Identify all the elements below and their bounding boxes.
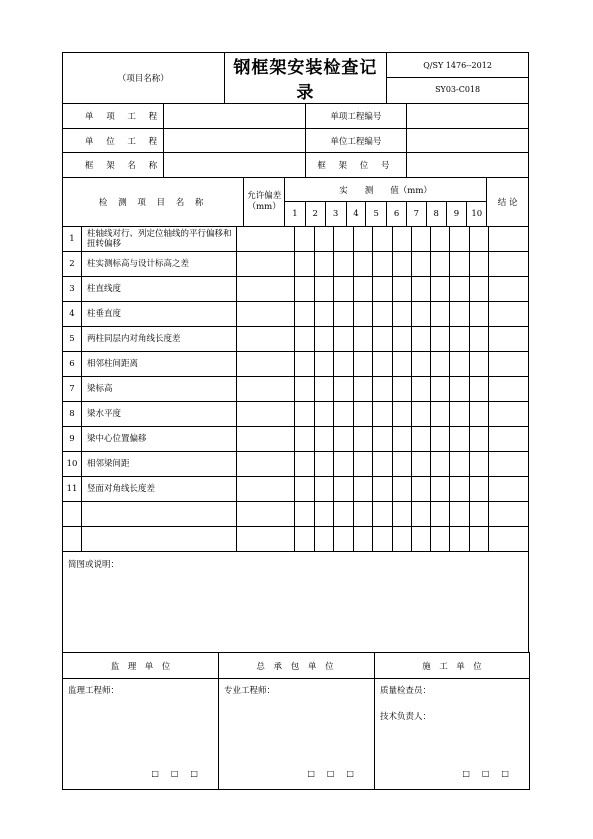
item-number: 8 bbox=[63, 402, 82, 427]
measured-cell[interactable] bbox=[393, 527, 412, 552]
item-name: 柱轴线对行、列定位轴线的平行偏移和扭转偏移 bbox=[82, 227, 237, 252]
measured-cell[interactable] bbox=[412, 452, 431, 477]
measured-cell[interactable] bbox=[393, 302, 412, 327]
frame-name-field[interactable] bbox=[164, 153, 306, 178]
item-name: 两柱同层内对角线长度差 bbox=[82, 327, 237, 352]
table-row bbox=[63, 277, 529, 302]
table-row bbox=[63, 402, 529, 427]
unit-project-label: 单 项 工 程 bbox=[63, 104, 164, 129]
date-marks: □□□ bbox=[151, 769, 210, 778]
measured-cell[interactable] bbox=[470, 277, 489, 302]
unit-project-no-label: 单项工程编号 bbox=[305, 104, 406, 129]
measured-cell[interactable] bbox=[354, 252, 373, 277]
construction-sign-area[interactable] bbox=[375, 679, 530, 790]
table-row bbox=[63, 377, 529, 402]
supervision-engineer-label: 监理工程师： bbox=[68, 686, 120, 696]
measured-cell[interactable] bbox=[334, 377, 354, 402]
item-number bbox=[63, 527, 82, 552]
measured-cell[interactable] bbox=[393, 477, 412, 502]
item-number: 11 bbox=[63, 477, 82, 502]
measured-cell[interactable] bbox=[431, 477, 450, 502]
measured-cell[interactable] bbox=[334, 427, 354, 452]
measured-cell[interactable] bbox=[373, 252, 393, 277]
measured-cell[interactable] bbox=[334, 527, 354, 552]
measured-cell[interactable] bbox=[470, 327, 489, 352]
professional-engineer-label: 专业工程师： bbox=[224, 686, 276, 696]
table-row bbox=[63, 252, 529, 277]
measured-cell[interactable] bbox=[412, 502, 431, 527]
measured-cell[interactable] bbox=[334, 327, 354, 352]
measured-cell[interactable] bbox=[334, 452, 354, 477]
measured-cell[interactable] bbox=[450, 252, 470, 277]
measured-cell[interactable] bbox=[431, 252, 450, 277]
measured-cell[interactable] bbox=[295, 527, 315, 552]
table-row bbox=[63, 427, 529, 452]
form-code: SY03-C018 bbox=[435, 85, 481, 94]
supervision-heading: 监 理 单 位 bbox=[63, 653, 219, 679]
conclusion-cell[interactable] bbox=[489, 402, 529, 427]
measured-cell[interactable] bbox=[470, 227, 489, 252]
measured-cell[interactable] bbox=[315, 527, 334, 552]
measured-cell[interactable] bbox=[315, 477, 334, 502]
conclusion-cell[interactable] bbox=[489, 302, 529, 327]
measured-cell[interactable] bbox=[373, 352, 393, 377]
sub-project-no-label: 单位工程编号 bbox=[305, 129, 406, 153]
tolerance-cell[interactable] bbox=[237, 427, 295, 452]
frame-name-label: 框 架 名 称 bbox=[63, 153, 164, 178]
construction-heading: 施 工 单 位 bbox=[375, 653, 530, 679]
measured-cell[interactable] bbox=[431, 527, 450, 552]
item-number: 1 bbox=[63, 227, 82, 252]
measured-cell[interactable] bbox=[334, 227, 354, 252]
notes-area[interactable] bbox=[63, 552, 529, 653]
table-row bbox=[63, 302, 529, 327]
item-number: 2 bbox=[63, 252, 82, 277]
measured-cell[interactable] bbox=[450, 352, 470, 377]
measured-cell[interactable] bbox=[431, 352, 450, 377]
measured-cell[interactable] bbox=[470, 377, 489, 402]
measured-cell[interactable] bbox=[431, 452, 450, 477]
measured-cell[interactable] bbox=[315, 252, 334, 277]
measured-cell[interactable] bbox=[431, 377, 450, 402]
measured-cell[interactable] bbox=[393, 327, 412, 352]
technical-lead-label: 技术负责人： bbox=[380, 712, 432, 722]
form-table bbox=[62, 52, 529, 227]
item-name: 柱实测标高与设计标高之差 bbox=[82, 252, 237, 277]
measured-cell[interactable] bbox=[412, 252, 431, 277]
measured-cell[interactable] bbox=[470, 427, 489, 452]
measured-cell[interactable] bbox=[450, 402, 470, 427]
conclusion-cell[interactable] bbox=[489, 477, 529, 502]
measured-cell[interactable] bbox=[354, 452, 373, 477]
measured-cell[interactable] bbox=[470, 452, 489, 477]
measured-cell[interactable] bbox=[334, 352, 354, 377]
measured-cell[interactable] bbox=[470, 302, 489, 327]
conclusion-cell[interactable] bbox=[489, 352, 529, 377]
measured-cell[interactable] bbox=[334, 302, 354, 327]
measured-header: 实 测 值（mm） bbox=[285, 178, 487, 202]
item-number: 10 bbox=[63, 452, 82, 477]
measured-cell[interactable] bbox=[295, 227, 315, 252]
form-title: 钢框架安装检查记录 bbox=[224, 53, 387, 104]
items-table bbox=[62, 226, 529, 552]
notes-label: 简图或说明： bbox=[68, 560, 120, 570]
measured-cell[interactable] bbox=[412, 277, 431, 302]
tolerance-cell[interactable] bbox=[237, 477, 295, 502]
measured-cell[interactable] bbox=[412, 352, 431, 377]
tolerance-header: 允许偏差 （mm） bbox=[244, 178, 285, 227]
item-name: 梁中心位置偏移 bbox=[82, 427, 237, 452]
tolerance-cell[interactable] bbox=[237, 402, 295, 427]
measured-cell[interactable] bbox=[393, 452, 412, 477]
measured-cell[interactable] bbox=[315, 452, 334, 477]
measured-cell[interactable] bbox=[412, 402, 431, 427]
measured-cell[interactable] bbox=[354, 352, 373, 377]
measured-cell[interactable] bbox=[393, 377, 412, 402]
table-row bbox=[63, 527, 529, 552]
measured-cell[interactable] bbox=[334, 502, 354, 527]
measured-cell[interactable] bbox=[393, 502, 412, 527]
tolerance-cell[interactable] bbox=[237, 277, 295, 302]
item-name: 柱垂直度 bbox=[82, 302, 237, 327]
measured-cell[interactable] bbox=[470, 502, 489, 527]
item-number: 3 bbox=[63, 277, 82, 302]
conclusion-cell[interactable] bbox=[489, 502, 529, 527]
measured-cell[interactable] bbox=[354, 327, 373, 352]
measured-cell[interactable] bbox=[470, 527, 489, 552]
measured-cell[interactable] bbox=[354, 277, 373, 302]
measured-cell[interactable] bbox=[450, 377, 470, 402]
item-name: 柱直线度 bbox=[82, 277, 237, 302]
measured-cell[interactable] bbox=[354, 477, 373, 502]
measured-cell[interactable] bbox=[295, 377, 315, 402]
measured-cell[interactable] bbox=[393, 277, 412, 302]
point-header: 9 bbox=[446, 202, 467, 227]
measured-cell[interactable] bbox=[295, 502, 315, 527]
item-name: 梁标高 bbox=[82, 377, 237, 402]
quality-inspector-label: 质量检查员： bbox=[380, 686, 432, 696]
measured-cell[interactable] bbox=[354, 527, 373, 552]
conclusion-cell[interactable] bbox=[489, 252, 529, 277]
measured-cell[interactable] bbox=[334, 477, 354, 502]
measured-cell[interactable] bbox=[431, 502, 450, 527]
measured-cell[interactable] bbox=[431, 327, 450, 352]
conclusion-cell[interactable] bbox=[489, 452, 529, 477]
measured-cell[interactable] bbox=[393, 252, 412, 277]
point-header: 5 bbox=[366, 202, 387, 227]
unit-project-no-field[interactable] bbox=[406, 104, 528, 129]
measured-cell[interactable] bbox=[470, 252, 489, 277]
item-name-header: 检 测 项 目 名 称 bbox=[63, 178, 244, 227]
signature-table bbox=[62, 652, 530, 790]
measured-cell[interactable] bbox=[470, 477, 489, 502]
measured-cell[interactable] bbox=[373, 377, 393, 402]
table-row bbox=[63, 477, 529, 502]
measured-cell[interactable] bbox=[334, 277, 354, 302]
measured-cell[interactable] bbox=[315, 427, 334, 452]
item-name bbox=[82, 502, 237, 527]
measured-cell[interactable] bbox=[431, 427, 450, 452]
general-contractor-heading: 总 承 包 单 位 bbox=[219, 653, 375, 679]
point-header: 6 bbox=[387, 202, 407, 227]
conclusion-cell[interactable] bbox=[489, 227, 529, 252]
item-name: 梁水平度 bbox=[82, 402, 237, 427]
measured-cell[interactable] bbox=[315, 502, 334, 527]
conclusion-header: 结 论 bbox=[487, 178, 529, 227]
sub-project-no-field[interactable] bbox=[406, 129, 528, 153]
measured-cell[interactable] bbox=[431, 227, 450, 252]
measured-cell[interactable] bbox=[412, 477, 431, 502]
measured-cell[interactable] bbox=[450, 327, 470, 352]
point-header: 3 bbox=[325, 202, 346, 227]
measured-cell[interactable] bbox=[354, 402, 373, 427]
measured-cell[interactable] bbox=[295, 352, 315, 377]
notes-table bbox=[62, 551, 529, 653]
date-marks: □□□ bbox=[307, 769, 366, 778]
tolerance-cell[interactable] bbox=[237, 502, 295, 527]
date-marks: □□□ bbox=[462, 769, 521, 778]
measured-cell[interactable] bbox=[373, 502, 393, 527]
measured-cell[interactable] bbox=[295, 477, 315, 502]
tolerance-cell[interactable] bbox=[237, 227, 295, 252]
tolerance-cell[interactable] bbox=[237, 452, 295, 477]
measured-cell[interactable] bbox=[334, 402, 354, 427]
conclusion-cell[interactable] bbox=[489, 527, 529, 552]
tolerance-cell[interactable] bbox=[237, 352, 295, 377]
measured-cell[interactable] bbox=[412, 302, 431, 327]
measured-cell[interactable] bbox=[373, 227, 393, 252]
measured-cell[interactable] bbox=[354, 427, 373, 452]
measured-cell[interactable] bbox=[431, 302, 450, 327]
measured-cell[interactable] bbox=[295, 452, 315, 477]
measured-cell[interactable] bbox=[412, 377, 431, 402]
general-sign-area[interactable] bbox=[219, 679, 375, 790]
measured-cell[interactable] bbox=[295, 302, 315, 327]
table-row bbox=[63, 327, 529, 352]
conclusion-cell[interactable] bbox=[489, 427, 529, 452]
table-row bbox=[63, 352, 529, 377]
item-name: 相邻梁间距 bbox=[82, 452, 237, 477]
measured-cell[interactable] bbox=[450, 477, 470, 502]
measured-cell[interactable] bbox=[450, 452, 470, 477]
measured-cell[interactable] bbox=[354, 377, 373, 402]
measured-cell[interactable] bbox=[315, 352, 334, 377]
table-row bbox=[63, 452, 529, 477]
measured-cell[interactable] bbox=[450, 527, 470, 552]
measured-cell[interactable] bbox=[450, 502, 470, 527]
frame-position-field[interactable] bbox=[406, 153, 528, 178]
item-number: 4 bbox=[63, 302, 82, 327]
conclusion-cell[interactable] bbox=[489, 377, 529, 402]
measured-cell[interactable] bbox=[373, 402, 393, 427]
measured-cell[interactable] bbox=[450, 427, 470, 452]
measured-cell[interactable] bbox=[412, 527, 431, 552]
measured-cell[interactable] bbox=[295, 427, 315, 452]
tolerance-cell[interactable] bbox=[237, 302, 295, 327]
measured-cell[interactable] bbox=[315, 377, 334, 402]
measured-cell[interactable] bbox=[373, 302, 393, 327]
measured-cell[interactable] bbox=[295, 327, 315, 352]
conclusion-cell[interactable] bbox=[489, 277, 529, 302]
measured-cell[interactable] bbox=[373, 477, 393, 502]
measured-cell[interactable] bbox=[315, 277, 334, 302]
point-header: 7 bbox=[406, 202, 426, 227]
supervision-sign-area[interactable] bbox=[63, 679, 219, 790]
sub-project-label: 单 位 工 程 bbox=[63, 129, 164, 153]
measured-cell[interactable] bbox=[450, 302, 470, 327]
measured-cell[interactable] bbox=[315, 302, 334, 327]
measured-cell[interactable] bbox=[295, 252, 315, 277]
measured-cell[interactable] bbox=[412, 427, 431, 452]
measured-cell[interactable] bbox=[373, 527, 393, 552]
item-number bbox=[63, 502, 82, 527]
table-row bbox=[63, 227, 529, 252]
measured-cell[interactable] bbox=[373, 277, 393, 302]
item-name: 竖面对角线长度差 bbox=[82, 477, 237, 502]
measured-cell[interactable] bbox=[470, 402, 489, 427]
measured-cell[interactable] bbox=[373, 452, 393, 477]
tolerance-cell[interactable] bbox=[237, 252, 295, 277]
item-number: 9 bbox=[63, 427, 82, 452]
tolerance-cell[interactable] bbox=[237, 327, 295, 352]
point-header: 10 bbox=[467, 202, 487, 227]
point-header: 4 bbox=[346, 202, 366, 227]
measured-cell[interactable] bbox=[315, 402, 334, 427]
tolerance-cell[interactable] bbox=[237, 527, 295, 552]
frame-position-label: 框 架 位 号 bbox=[305, 153, 406, 178]
measured-cell[interactable] bbox=[315, 327, 334, 352]
conclusion-cell[interactable] bbox=[489, 327, 529, 352]
measured-cell[interactable] bbox=[431, 402, 450, 427]
item-number: 5 bbox=[63, 327, 82, 352]
measured-cell[interactable] bbox=[354, 502, 373, 527]
measured-cell[interactable] bbox=[393, 227, 412, 252]
standard-number: Q/SY 1476--2012 bbox=[387, 54, 528, 78]
tolerance-cell[interactable] bbox=[237, 377, 295, 402]
sub-project-field[interactable] bbox=[164, 129, 306, 153]
measured-cell[interactable] bbox=[393, 427, 412, 452]
unit-project-field[interactable] bbox=[164, 104, 306, 129]
table-row bbox=[63, 502, 529, 527]
measured-cell[interactable] bbox=[334, 252, 354, 277]
measured-cell[interactable] bbox=[412, 327, 431, 352]
inspection-form bbox=[62, 52, 529, 790]
measured-cell[interactable] bbox=[315, 227, 334, 252]
project-name: （项目名称） bbox=[63, 53, 225, 104]
measured-cell[interactable] bbox=[431, 277, 450, 302]
measured-cell[interactable] bbox=[412, 227, 431, 252]
measured-cell[interactable] bbox=[450, 227, 470, 252]
measured-cell[interactable] bbox=[354, 302, 373, 327]
measured-cell[interactable] bbox=[393, 352, 412, 377]
measured-cell[interactable] bbox=[373, 327, 393, 352]
point-header: 8 bbox=[426, 202, 446, 227]
measured-cell[interactable] bbox=[470, 352, 489, 377]
measured-cell[interactable] bbox=[450, 277, 470, 302]
item-name bbox=[82, 527, 237, 552]
item-number: 6 bbox=[63, 352, 82, 377]
measured-cell[interactable] bbox=[295, 277, 315, 302]
item-number: 7 bbox=[63, 377, 82, 402]
item-name: 相邻柱间距离 bbox=[82, 352, 237, 377]
measured-cell[interactable] bbox=[393, 402, 412, 427]
point-header: 1 bbox=[285, 202, 306, 227]
measured-cell[interactable] bbox=[354, 227, 373, 252]
measured-cell[interactable] bbox=[295, 402, 315, 427]
measured-cell[interactable] bbox=[373, 427, 393, 452]
point-header: 2 bbox=[305, 202, 325, 227]
